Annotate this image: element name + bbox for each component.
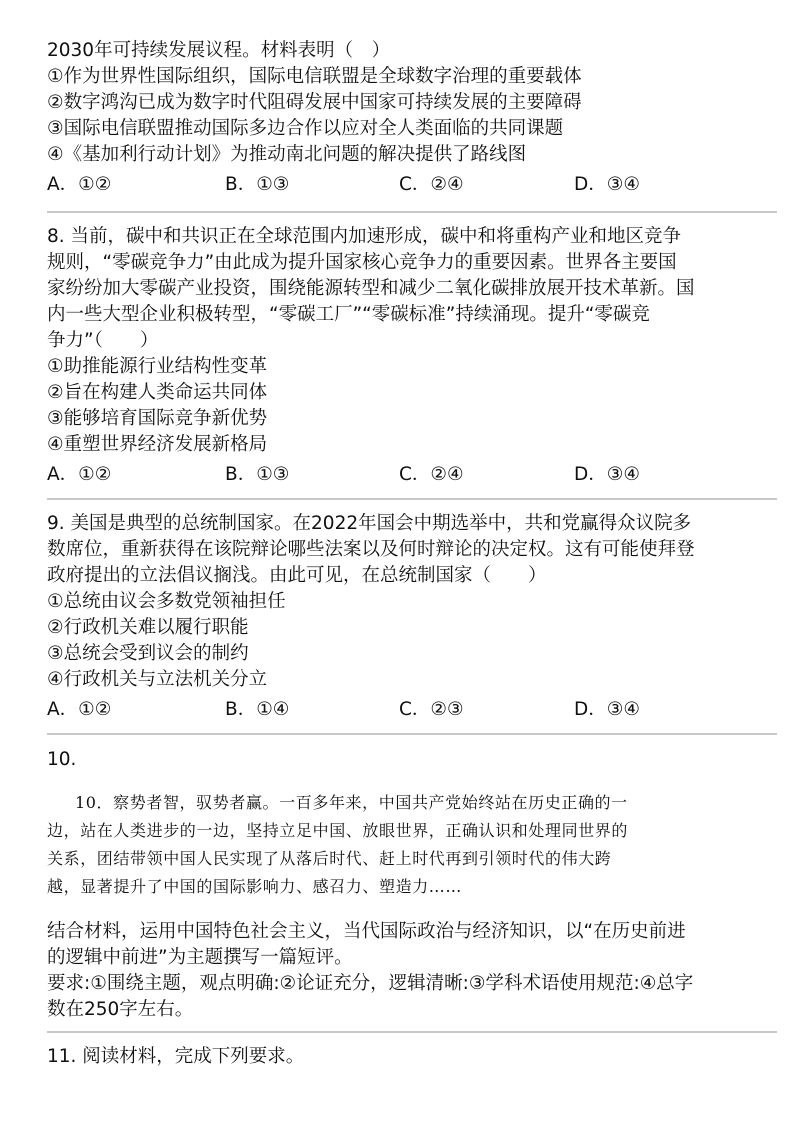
- q9-option-b[interactable]: B．①④: [225, 699, 290, 720]
- divider: [47, 498, 777, 500]
- q9-options: [47, 697, 777, 723]
- question-9: [47, 511, 777, 723]
- q7-item-3: ③国际电信联盟推动国际多边合作以应对全人类面临的共同课题: [47, 118, 564, 139]
- q10-requirement-line: 要求:①围绕主题，观点明确:②论证充分，逻辑清晰:③学科术语使用规范:④总字: [47, 973, 694, 994]
- q9-item-2: ②行政机关难以履行职能: [47, 617, 249, 638]
- question-11: [47, 1044, 777, 1070]
- q7-item-2: ②数字鸿沟已成为数字时代阻碍发展中国家可持续发展的主要障碍: [47, 92, 582, 113]
- q8-stem-line: 家纷纷加大零碳产业投资，围绕能源转型和减少二氧化碳排放展开技术革新。国: [47, 278, 695, 299]
- q8-item-2: ②旨在构建人类命运共同体: [47, 382, 268, 403]
- question-8: [47, 224, 777, 488]
- q10-material-line: 越，显著提升了中国的国际影响力、感召力、塑造力……: [47, 877, 463, 896]
- q8-item-3: ③能够培育国际竞争新优势: [47, 408, 268, 429]
- divider: [47, 1031, 777, 1033]
- q8-item-4: ④重塑世界经济发展新格局: [47, 434, 268, 455]
- q8-stem-line: 内一些大型企业积极转型，“零碳工厂”“零碳标准”持续涌现。提升“零碳竞: [47, 304, 650, 325]
- q9-option-a[interactable]: A．①②: [47, 699, 112, 720]
- q9-stem-line: 政府提出的立法倡议搁浅。由此可见，在总统制国家（ ）: [47, 565, 547, 586]
- q8-item-1: ①助推能源行业结构性变革: [47, 356, 268, 377]
- q9-item-4: ④行政机关与立法机关分立: [47, 669, 268, 690]
- q8-option-b[interactable]: B．①③: [225, 464, 290, 485]
- q10-number: 10.: [47, 749, 77, 770]
- q10-task-line: 的逻辑中前进”为主题撰写一篇短评。: [47, 947, 353, 968]
- q10-material-line: 边，站在人类进步的一边，坚持立足中国、放眼世界，正确认识和处理同世界的: [47, 821, 629, 840]
- q9-option-d[interactable]: D．③④: [574, 699, 640, 720]
- q8-stem-line: 争力”（ ）: [47, 330, 159, 351]
- divider: [47, 733, 777, 735]
- q7-option-d[interactable]: D．③④: [574, 174, 640, 195]
- q11-stem: 11. 阅读材料，完成下列要求。: [47, 1046, 305, 1067]
- q9-option-c[interactable]: C．②③: [399, 699, 464, 720]
- question-10: [47, 747, 777, 1023]
- q7-option-b[interactable]: B．①③: [225, 174, 290, 195]
- q9-stem-line: 数席位，重新获得在该院辩论哪些法案以及何时辩论的决定权。这有可能使拜登: [47, 539, 695, 560]
- q10-material-line: 10．察势者智，驭势者赢。一百多年来，中国共产党始终站在历史正确的一: [75, 793, 628, 812]
- worksheet-page: [47, 38, 777, 1070]
- q10-requirement-line: 数在250字左右。: [47, 999, 194, 1020]
- q7-option-a[interactable]: A．①②: [47, 174, 112, 195]
- q8-option-c[interactable]: C．②④: [399, 464, 464, 485]
- q8-options: [47, 462, 777, 488]
- question-7: [47, 38, 777, 198]
- q8-option-d[interactable]: D．③④: [574, 464, 640, 485]
- q10-material-line: 关系，团结带领中国人民实现了从落后时代、赶上时代再到引领时代的伟大跨: [47, 849, 612, 868]
- q7-item-4: ④《基加利行动计划》为推动南北问题的解决提供了路线图: [47, 144, 527, 165]
- q7-item-1: ①作为世界性国际组织，国际电信联盟是全球数字治理的重要载体: [47, 66, 582, 87]
- q10-task-line: 结合材料，运用中国特色社会主义，当代国际政治与经济知识，以“在历史前进: [47, 921, 686, 942]
- q10-task: [47, 919, 777, 1023]
- q7-option-c[interactable]: C．②④: [399, 174, 464, 195]
- q9-item-3: ③总统会受到议会的制约: [47, 643, 249, 664]
- q7-options: [47, 172, 777, 198]
- q7-stem-tail: 2030年可持续发展议程。材料表明（ ）: [47, 40, 391, 61]
- q10-material: [47, 789, 777, 901]
- divider: [47, 211, 777, 213]
- q8-option-a[interactable]: A．①②: [47, 464, 112, 485]
- q9-stem-line: 9. 美国是典型的总统制国家。在2022年国会中期选举中，共和党赢得众议院多: [47, 513, 692, 534]
- q8-stem-line: 规则，“零碳竞争力”由此成为提升国家核心竞争力的重要因素。世界各主要国: [47, 252, 677, 273]
- q9-item-1: ①总统由议会多数党领袖担任: [47, 591, 286, 612]
- q8-stem-line: 8. 当前，碳中和共识正在全球范围内加速形成，碳中和将重构产业和地区竞争: [47, 226, 682, 247]
